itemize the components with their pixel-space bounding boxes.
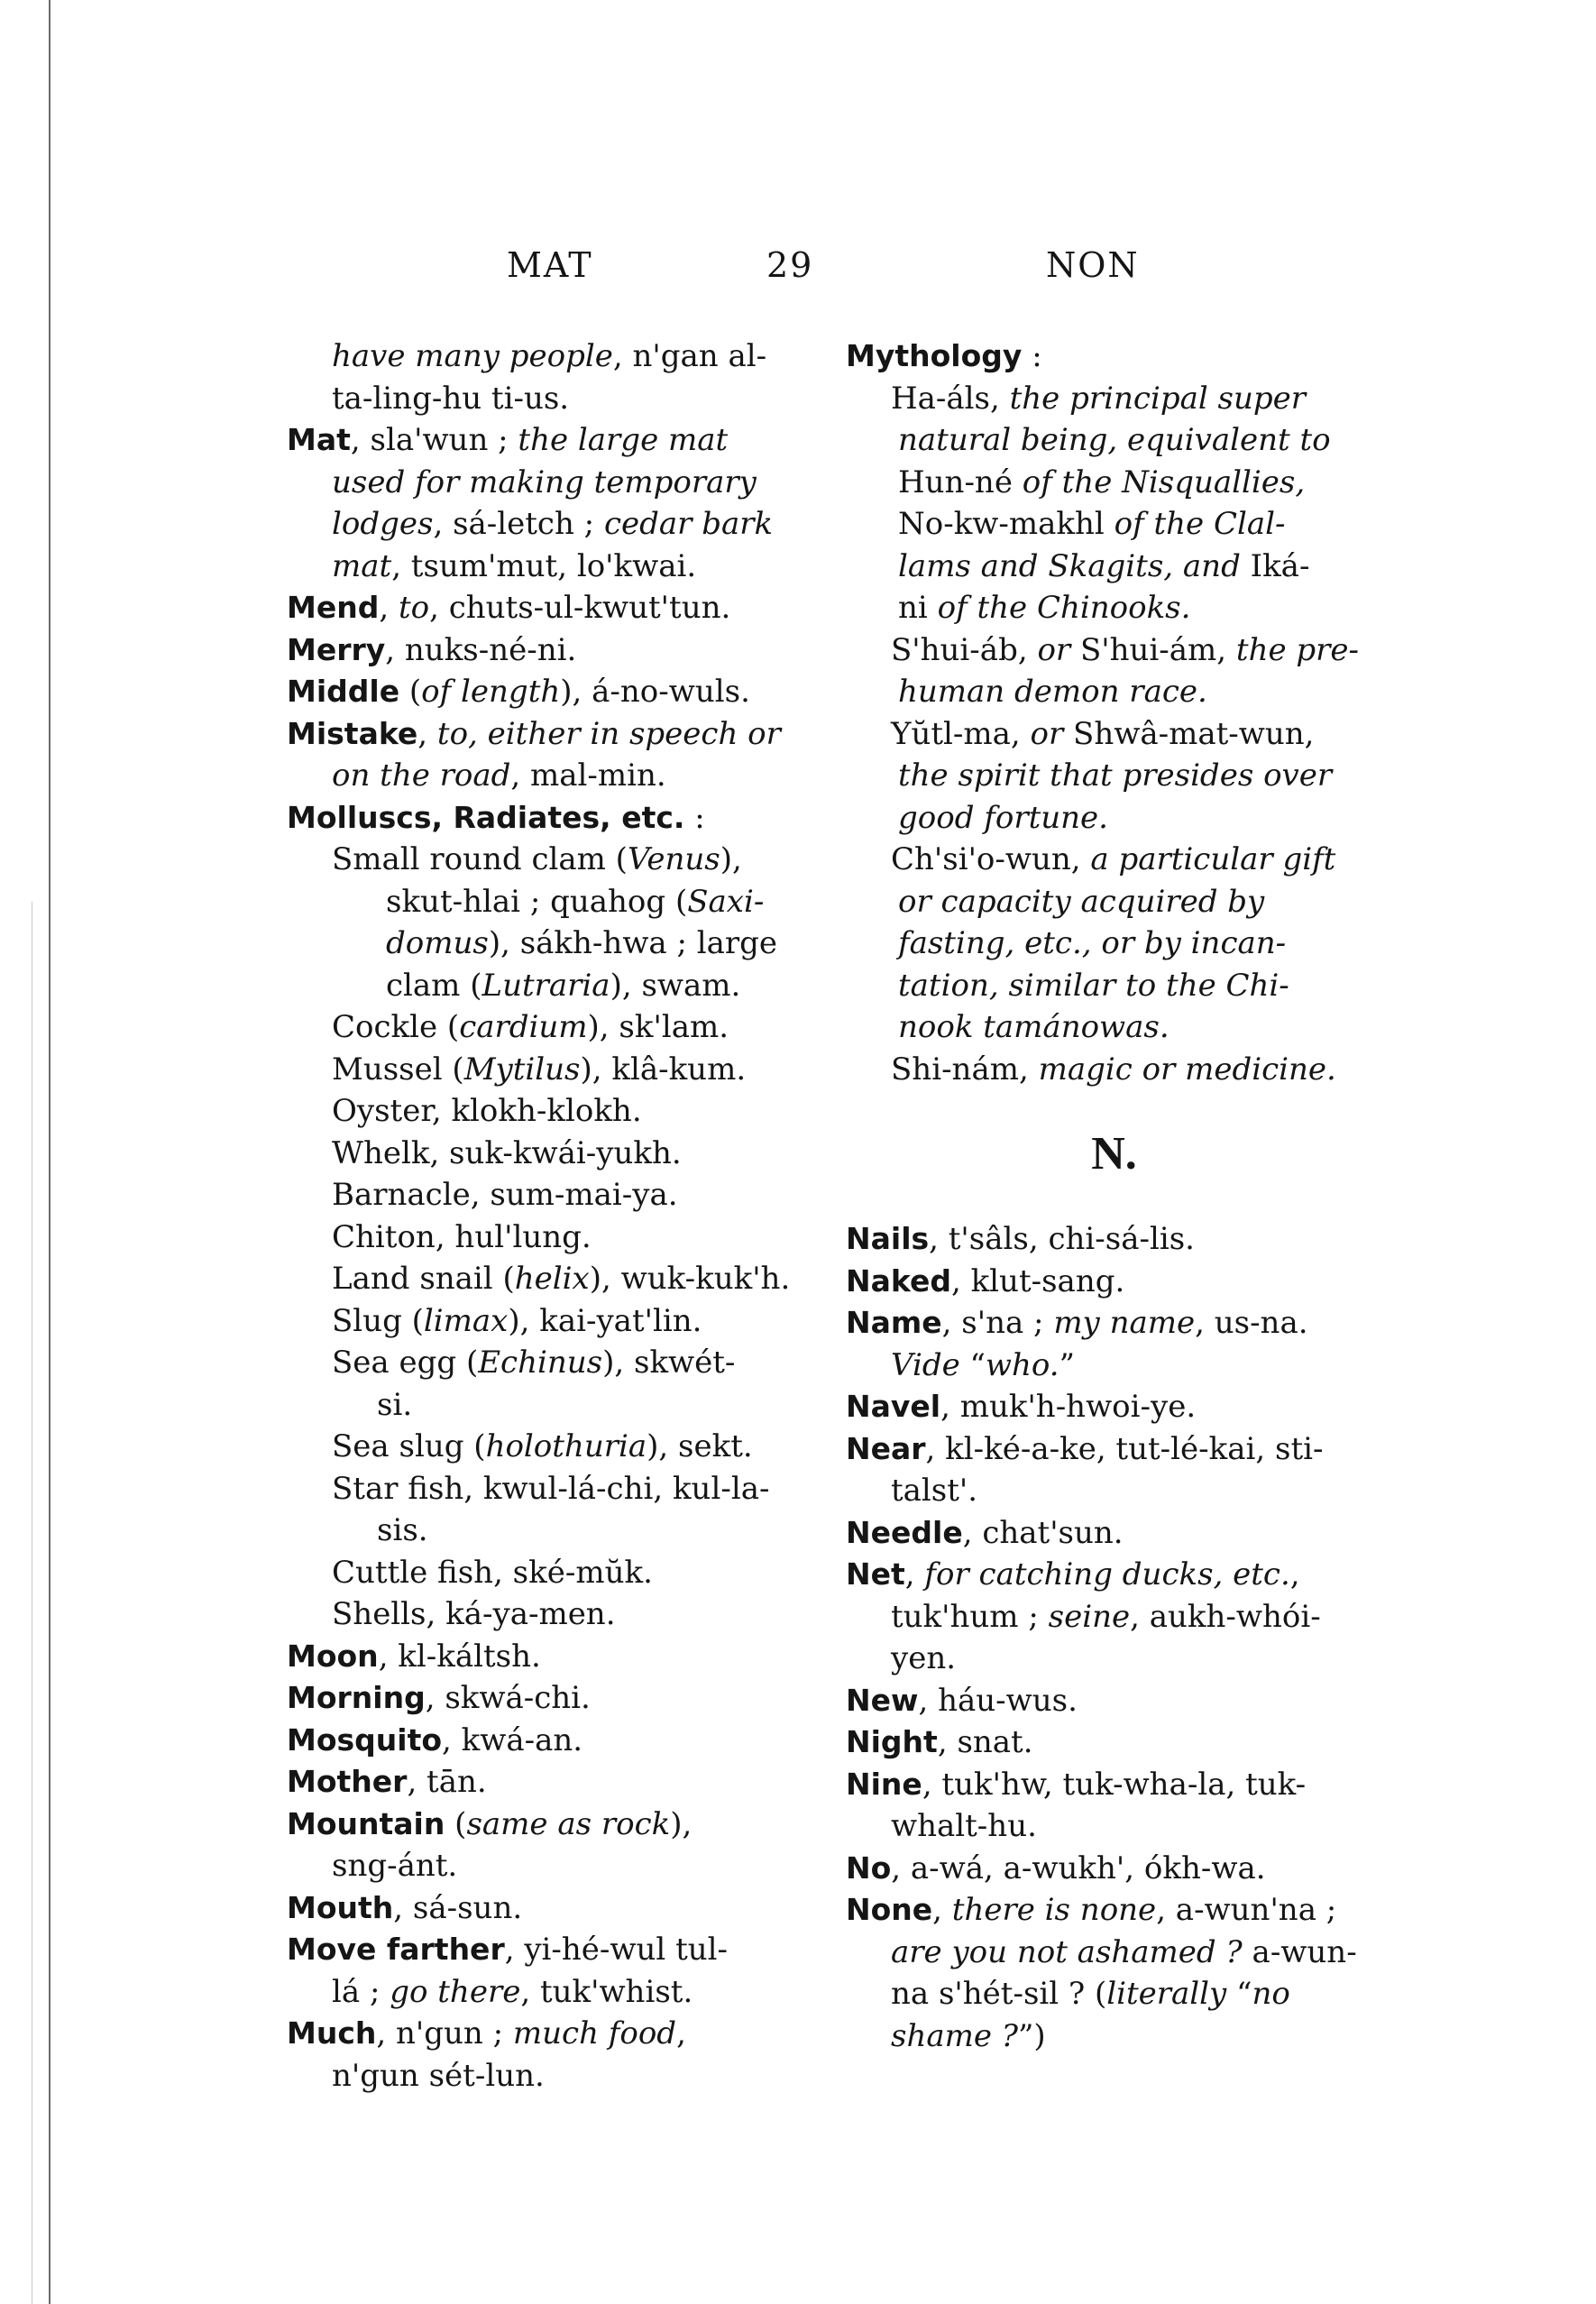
headword: Mother <box>287 1764 408 1799</box>
entry-line <box>846 1889 1364 1932</box>
italic-text: the spirit that presides over <box>898 757 1333 794</box>
entry-line <box>287 1971 792 2014</box>
entry-line <box>287 1720 792 1762</box>
headword: Moon <box>287 1638 379 1674</box>
entry-text: , muk'h-hwoi-ye. <box>940 1389 1197 1425</box>
headword: None <box>846 1892 933 1927</box>
entry-text: Mussel ( <box>332 1051 464 1088</box>
headword: No <box>846 1850 892 1886</box>
entry-text: , <box>932 1892 952 1928</box>
entry-line <box>846 1932 1364 1974</box>
entry-line <box>287 671 792 713</box>
headword: Morning <box>287 1680 426 1715</box>
italic-text: the principal super <box>1009 380 1307 417</box>
entry-line <box>287 1804 792 1846</box>
entry-line <box>287 965 792 1007</box>
entry-text: S'hui-áb, <box>891 631 1038 668</box>
entry-line <box>287 335 792 378</box>
italic-text: or capacity acquired by <box>898 883 1265 920</box>
headword: Nails <box>846 1221 930 1256</box>
entry-text: Sea slug ( <box>332 1428 486 1464</box>
entry-text: lá ; <box>332 1973 390 2010</box>
italic-text: much food <box>512 2015 677 2052</box>
headword: Night <box>846 1724 938 1759</box>
headword: Much <box>287 2015 377 2051</box>
headword: Mouth <box>287 1889 394 1925</box>
entry-text: ), swam. <box>610 967 741 1004</box>
headword: Navel <box>846 1389 941 1424</box>
entry-line <box>846 755 1364 797</box>
entry-text: , <box>379 590 399 626</box>
entry-line <box>287 1593 792 1636</box>
entry-text: ( <box>399 674 422 710</box>
italic-text: used for making temporary <box>332 464 757 500</box>
italic-text: of the Nisquallies, <box>1022 464 1306 500</box>
entry-line <box>846 713 1364 756</box>
italic-text: have many people <box>332 338 613 374</box>
entry-line <box>287 923 792 965</box>
italic-text: Echinus <box>478 1345 603 1381</box>
entry-text: Sea egg ( <box>332 1345 479 1381</box>
entry-line <box>287 1384 792 1427</box>
headword: Mat <box>287 422 351 457</box>
entry-line <box>846 1721 1364 1764</box>
entry-text: , <box>676 2015 686 2052</box>
headword: Mythology <box>846 338 1023 373</box>
entry-line <box>846 1680 1364 1722</box>
entry-text: Barnacle, sum-mai-ya. <box>332 1177 678 1213</box>
page-edge-line <box>49 0 50 2304</box>
section-letter: N. <box>1091 1128 1137 1180</box>
entry-text: , háu-wus. <box>918 1682 1078 1719</box>
entry-text: n'gun sét-lun. <box>332 2057 545 2094</box>
entry-line <box>287 713 792 756</box>
entry-text: ), sk'lam. <box>587 1009 729 1045</box>
italic-text: holothuria <box>485 1428 647 1464</box>
entry-line <box>287 462 792 504</box>
entry-line <box>287 1090 792 1133</box>
italic-text: who. <box>985 1346 1059 1383</box>
entry-text: , s'na ; <box>941 1305 1054 1341</box>
entry-text: , <box>1289 1556 1300 1593</box>
entry-line <box>287 1300 792 1343</box>
entry-text: , snat. <box>937 1724 1033 1760</box>
entry-line <box>287 1258 792 1300</box>
italic-text: Mytilus <box>463 1051 581 1088</box>
entry-line <box>846 629 1364 672</box>
entry-text: : <box>1022 338 1042 374</box>
right-column <box>846 335 1364 2057</box>
entry-line <box>287 419 792 462</box>
entry-text: , n'gun ; <box>376 2015 513 2052</box>
italic-text: tation, similar to the Chi- <box>898 967 1289 1004</box>
entry-line <box>846 1470 1364 1512</box>
entry-text: Shwâ-mat-wun, <box>1063 715 1315 752</box>
entry-text: , tuk'whist. <box>520 1973 693 2010</box>
headword: Molluscs, Radiates, etc. <box>287 799 685 835</box>
italic-text: fasting, etc., or by incan- <box>898 925 1287 961</box>
entry-text: Chiton, hul'lung. <box>332 1218 592 1255</box>
italic-text: lodges <box>332 506 434 542</box>
entry-text: Land snail ( <box>332 1261 515 1297</box>
italic-text: cardium <box>459 1009 588 1045</box>
italic-text: Venus <box>627 841 720 877</box>
headword: Mistake <box>287 715 418 751</box>
entry-line <box>846 1302 1364 1345</box>
entry-line <box>846 1764 1364 1806</box>
entry-text: , sá-sun. <box>393 1889 523 1926</box>
entry-text: , tān. <box>407 1764 487 1800</box>
italic-text: helix <box>514 1261 590 1297</box>
italic-text: on the road <box>332 757 511 794</box>
italic-text: or <box>1037 631 1071 668</box>
entry-line <box>846 671 1364 713</box>
entry-text: , sá-letch ; <box>433 506 604 542</box>
entry-line <box>287 1677 792 1720</box>
italic-text: the large mat <box>518 422 729 458</box>
italic-text: domus <box>386 925 489 961</box>
entry-text: , a-wun'na ; <box>1156 1892 1337 1928</box>
entry-line <box>846 462 1364 504</box>
italic-text: my name <box>1053 1305 1196 1341</box>
italic-text: limax <box>423 1302 509 1339</box>
entry-text: No-kw-makhl <box>898 506 1114 542</box>
entry-text: ”) <box>1018 2017 1046 2054</box>
entry-text: , t'sâls, chi-sá-lis. <box>929 1221 1195 1257</box>
entry-text: a-wun- <box>1242 1933 1357 1970</box>
entry-line <box>846 923 1364 965</box>
entry-text: , kl-káltsh. <box>378 1638 541 1675</box>
headword: Net <box>846 1556 905 1592</box>
entry-text: na s'hét-sil ? ( <box>891 1976 1107 2012</box>
italic-text: to, either in speech or <box>436 715 781 752</box>
entry-text: sis. <box>377 1512 428 1548</box>
italic-text: human demon race. <box>898 674 1207 710</box>
entry-line <box>846 1345 1364 1387</box>
entry-line <box>846 1049 1364 1091</box>
entry-line <box>287 1174 792 1216</box>
entry-text: , mal-min. <box>510 757 666 794</box>
entry-line <box>287 1342 792 1384</box>
headword: Needle <box>846 1514 963 1550</box>
entry-text: yen. <box>891 1640 957 1676</box>
entry-text: , tuk'hw, tuk-wha-la, tuk- <box>922 1766 1307 1803</box>
header-right-guide-word: NON <box>1046 245 1140 285</box>
italic-text: a particular gift <box>1090 841 1336 877</box>
entry-text: Star fish, kwul-lá-chi, kul-la- <box>332 1470 770 1507</box>
italic-text: of the Chinooks. <box>937 590 1191 626</box>
italic-text: of the Clal- <box>1114 506 1286 542</box>
headword: Middle <box>287 674 400 709</box>
entry-line <box>287 1929 792 1971</box>
entry-text: , <box>417 715 437 752</box>
entry-line <box>846 881 1364 923</box>
entry-text: , n'gan al- <box>612 338 767 374</box>
italic-text: no <box>1252 1976 1290 2012</box>
italic-text: or <box>1030 715 1064 752</box>
headword: Name <box>846 1305 942 1340</box>
italic-text: the pre- <box>1235 631 1360 668</box>
entry-text: ), skwét- <box>602 1345 736 1381</box>
entry-line <box>846 335 1364 378</box>
entry-text: , yi-hé-wul tul- <box>504 1932 729 1968</box>
entry-text: ), sákh-hwa ; large <box>488 925 778 961</box>
entry-line <box>846 1638 1364 1680</box>
entry-line <box>287 1006 792 1049</box>
italic-text: nook tamánowas. <box>898 1009 1169 1045</box>
italic-text: shame ? <box>891 2017 1019 2054</box>
headword: New <box>846 1682 919 1718</box>
entry-text: , aukh-whói- <box>1130 1598 1321 1635</box>
italic-text: same as rock <box>466 1805 671 1842</box>
italic-text: mat <box>332 547 392 584</box>
headword: Move farther <box>287 1932 505 1967</box>
entry-line <box>846 797 1364 840</box>
entry-text: si. <box>377 1386 413 1423</box>
entry-text: Slug ( <box>332 1302 424 1339</box>
entry-text: Whelk, suk-kwái-yukh. <box>332 1134 682 1171</box>
entry-line <box>287 587 792 629</box>
entry-text: , a-wá, a-wukh', ókh-wa. <box>891 1850 1266 1886</box>
italic-text: literally <box>1106 1976 1227 2012</box>
entry-text: clam ( <box>386 967 482 1004</box>
entry-line <box>287 378 792 420</box>
entry-line <box>287 1552 792 1594</box>
entry-text: , chat'sun. <box>962 1514 1124 1551</box>
entry-text: ” <box>1059 1346 1075 1383</box>
italic-text: Saxi- <box>687 883 765 920</box>
entry-text: S'hui-ám, <box>1070 631 1236 668</box>
entry-text: ( <box>445 1805 467 1842</box>
headword: Naked <box>846 1262 951 1299</box>
italic-text: for catching ducks, etc. <box>924 1556 1290 1593</box>
entry-line <box>287 1636 792 1678</box>
headword: Mend <box>287 590 380 625</box>
entry-text: Ha-áls, <box>891 380 1010 417</box>
italic-text: magic or medicine. <box>1038 1051 1336 1088</box>
entry-text: Yŭtl-ma, <box>891 715 1031 752</box>
entry-text: , nuks-né-ni. <box>385 631 577 668</box>
entry-text: , skwá-chi. <box>425 1680 591 1716</box>
entry-line <box>287 1761 792 1804</box>
page-number: 29 <box>766 245 814 285</box>
italic-text: are you not ashamed ? <box>891 1933 1243 1970</box>
entry-line <box>287 1845 792 1887</box>
entry-line <box>846 1554 1364 1596</box>
entry-text: , tsum'mut, lo'kwai. <box>391 547 697 584</box>
entry-line <box>287 1216 792 1259</box>
entry-text: tuk'hum ; <box>891 1598 1049 1635</box>
entry-line <box>846 546 1364 588</box>
entry-text: : <box>684 799 705 836</box>
entry-line <box>846 1428 1364 1471</box>
header-left-guide-word: MAT <box>507 245 593 285</box>
italic-text: Lutraria <box>482 967 610 1004</box>
entry-text: Cockle ( <box>332 1009 460 1045</box>
entry-text: Shi-nám, <box>891 1051 1039 1088</box>
entry-text: “ <box>959 1346 986 1383</box>
entry-text: ), sekt. <box>647 1428 753 1464</box>
italic-text: good fortune. <box>898 799 1108 836</box>
entry-text: ), kai-yat'lin. <box>508 1302 702 1339</box>
entry-line <box>846 419 1364 462</box>
entry-line <box>287 2055 792 2097</box>
entry-text: Cuttle fish, ské-mŭk. <box>332 1554 653 1591</box>
headword: Near <box>846 1430 926 1466</box>
entry-text: , kwá-an. <box>442 1721 583 1758</box>
entry-text: ta-ling-hu ti-us. <box>332 380 570 417</box>
headword: Mountain <box>287 1805 445 1841</box>
entry-text: ni <box>898 590 938 626</box>
headword: Merry <box>287 631 386 667</box>
italic-text: there is none <box>951 1892 1157 1928</box>
entry-line <box>287 503 792 546</box>
entry-line <box>287 2013 792 2055</box>
entry-line <box>287 629 792 672</box>
entry-text: Ch'si'o-wun, <box>891 841 1091 877</box>
entry-line <box>287 546 792 588</box>
entry-text: skut-hlai ; quahog ( <box>386 883 688 920</box>
entry-text: ), á-no-wuls. <box>560 674 750 710</box>
italic-text: lams and Skagits, and <box>898 547 1241 584</box>
entry-text: Shells, ká-ya-men. <box>332 1596 616 1632</box>
entry-text: , chuts-ul-kwut'tun. <box>429 590 731 626</box>
italic-text: Vide <box>891 1346 960 1383</box>
entry-text: , <box>904 1556 925 1593</box>
entry-text: ), klâ-kum. <box>580 1051 747 1088</box>
entry-line <box>287 1887 792 1930</box>
running-header <box>0 245 1596 290</box>
entry-line <box>287 1510 792 1552</box>
entry-line <box>846 1218 1364 1261</box>
entry-line <box>846 503 1364 546</box>
entry-text: sng-ánt. <box>332 1848 458 1884</box>
entry-text: talst'. <box>891 1473 978 1509</box>
entry-text: “ <box>1226 1976 1252 2012</box>
entry-line <box>287 755 792 797</box>
entry-text: ), wuk-kuk'h. <box>589 1261 791 1297</box>
entry-line <box>287 1426 792 1468</box>
entry-text: , sla'wun ; <box>350 422 518 458</box>
entry-line <box>846 965 1364 1007</box>
entry-text: ), <box>720 841 742 877</box>
entry-line <box>846 2015 1364 2058</box>
entry-line <box>846 1848 1364 1890</box>
entry-text: Small round clam ( <box>332 841 628 877</box>
headword: Nine <box>846 1766 922 1802</box>
left-column <box>287 335 792 2097</box>
entry-line <box>846 1973 1364 2015</box>
entry-line <box>846 1512 1364 1555</box>
entry-text: , kl-ké-a-ke, tut-lé-kai, sti- <box>925 1430 1324 1467</box>
entry-line <box>846 378 1364 420</box>
entry-line <box>846 1006 1364 1049</box>
entry-line <box>287 797 792 840</box>
entry-line <box>846 587 1364 629</box>
entry-line <box>287 881 792 923</box>
entry-text: Iká- <box>1240 547 1310 584</box>
entry-text: Oyster, klokh-klokh. <box>332 1093 642 1129</box>
entry-text: , us-na. <box>1195 1305 1308 1341</box>
entry-line <box>846 839 1364 881</box>
italic-text: to <box>398 590 430 626</box>
entry-line <box>846 1386 1364 1428</box>
entry-text: whalt-hu. <box>891 1808 1037 1844</box>
entry-line <box>846 1261 1364 1303</box>
entry-text: Hun-né <box>898 464 1023 500</box>
italic-text: go there <box>390 1973 521 2010</box>
entry-line <box>846 1596 1364 1639</box>
entry-text: ), <box>670 1805 693 1842</box>
headword: Mosquito <box>287 1721 443 1758</box>
entry-line <box>287 839 792 881</box>
italic-text: natural being, equivalent to <box>898 422 1331 458</box>
italic-text: of length <box>421 674 561 710</box>
entry-line <box>287 1468 792 1510</box>
italic-text: seine <box>1048 1598 1131 1635</box>
entry-line <box>287 1133 792 1175</box>
entry-line <box>287 1049 792 1091</box>
italic-text: cedar bark <box>603 506 774 542</box>
entry-text: , klut-sang. <box>950 1262 1125 1299</box>
entry-line <box>846 1805 1364 1848</box>
